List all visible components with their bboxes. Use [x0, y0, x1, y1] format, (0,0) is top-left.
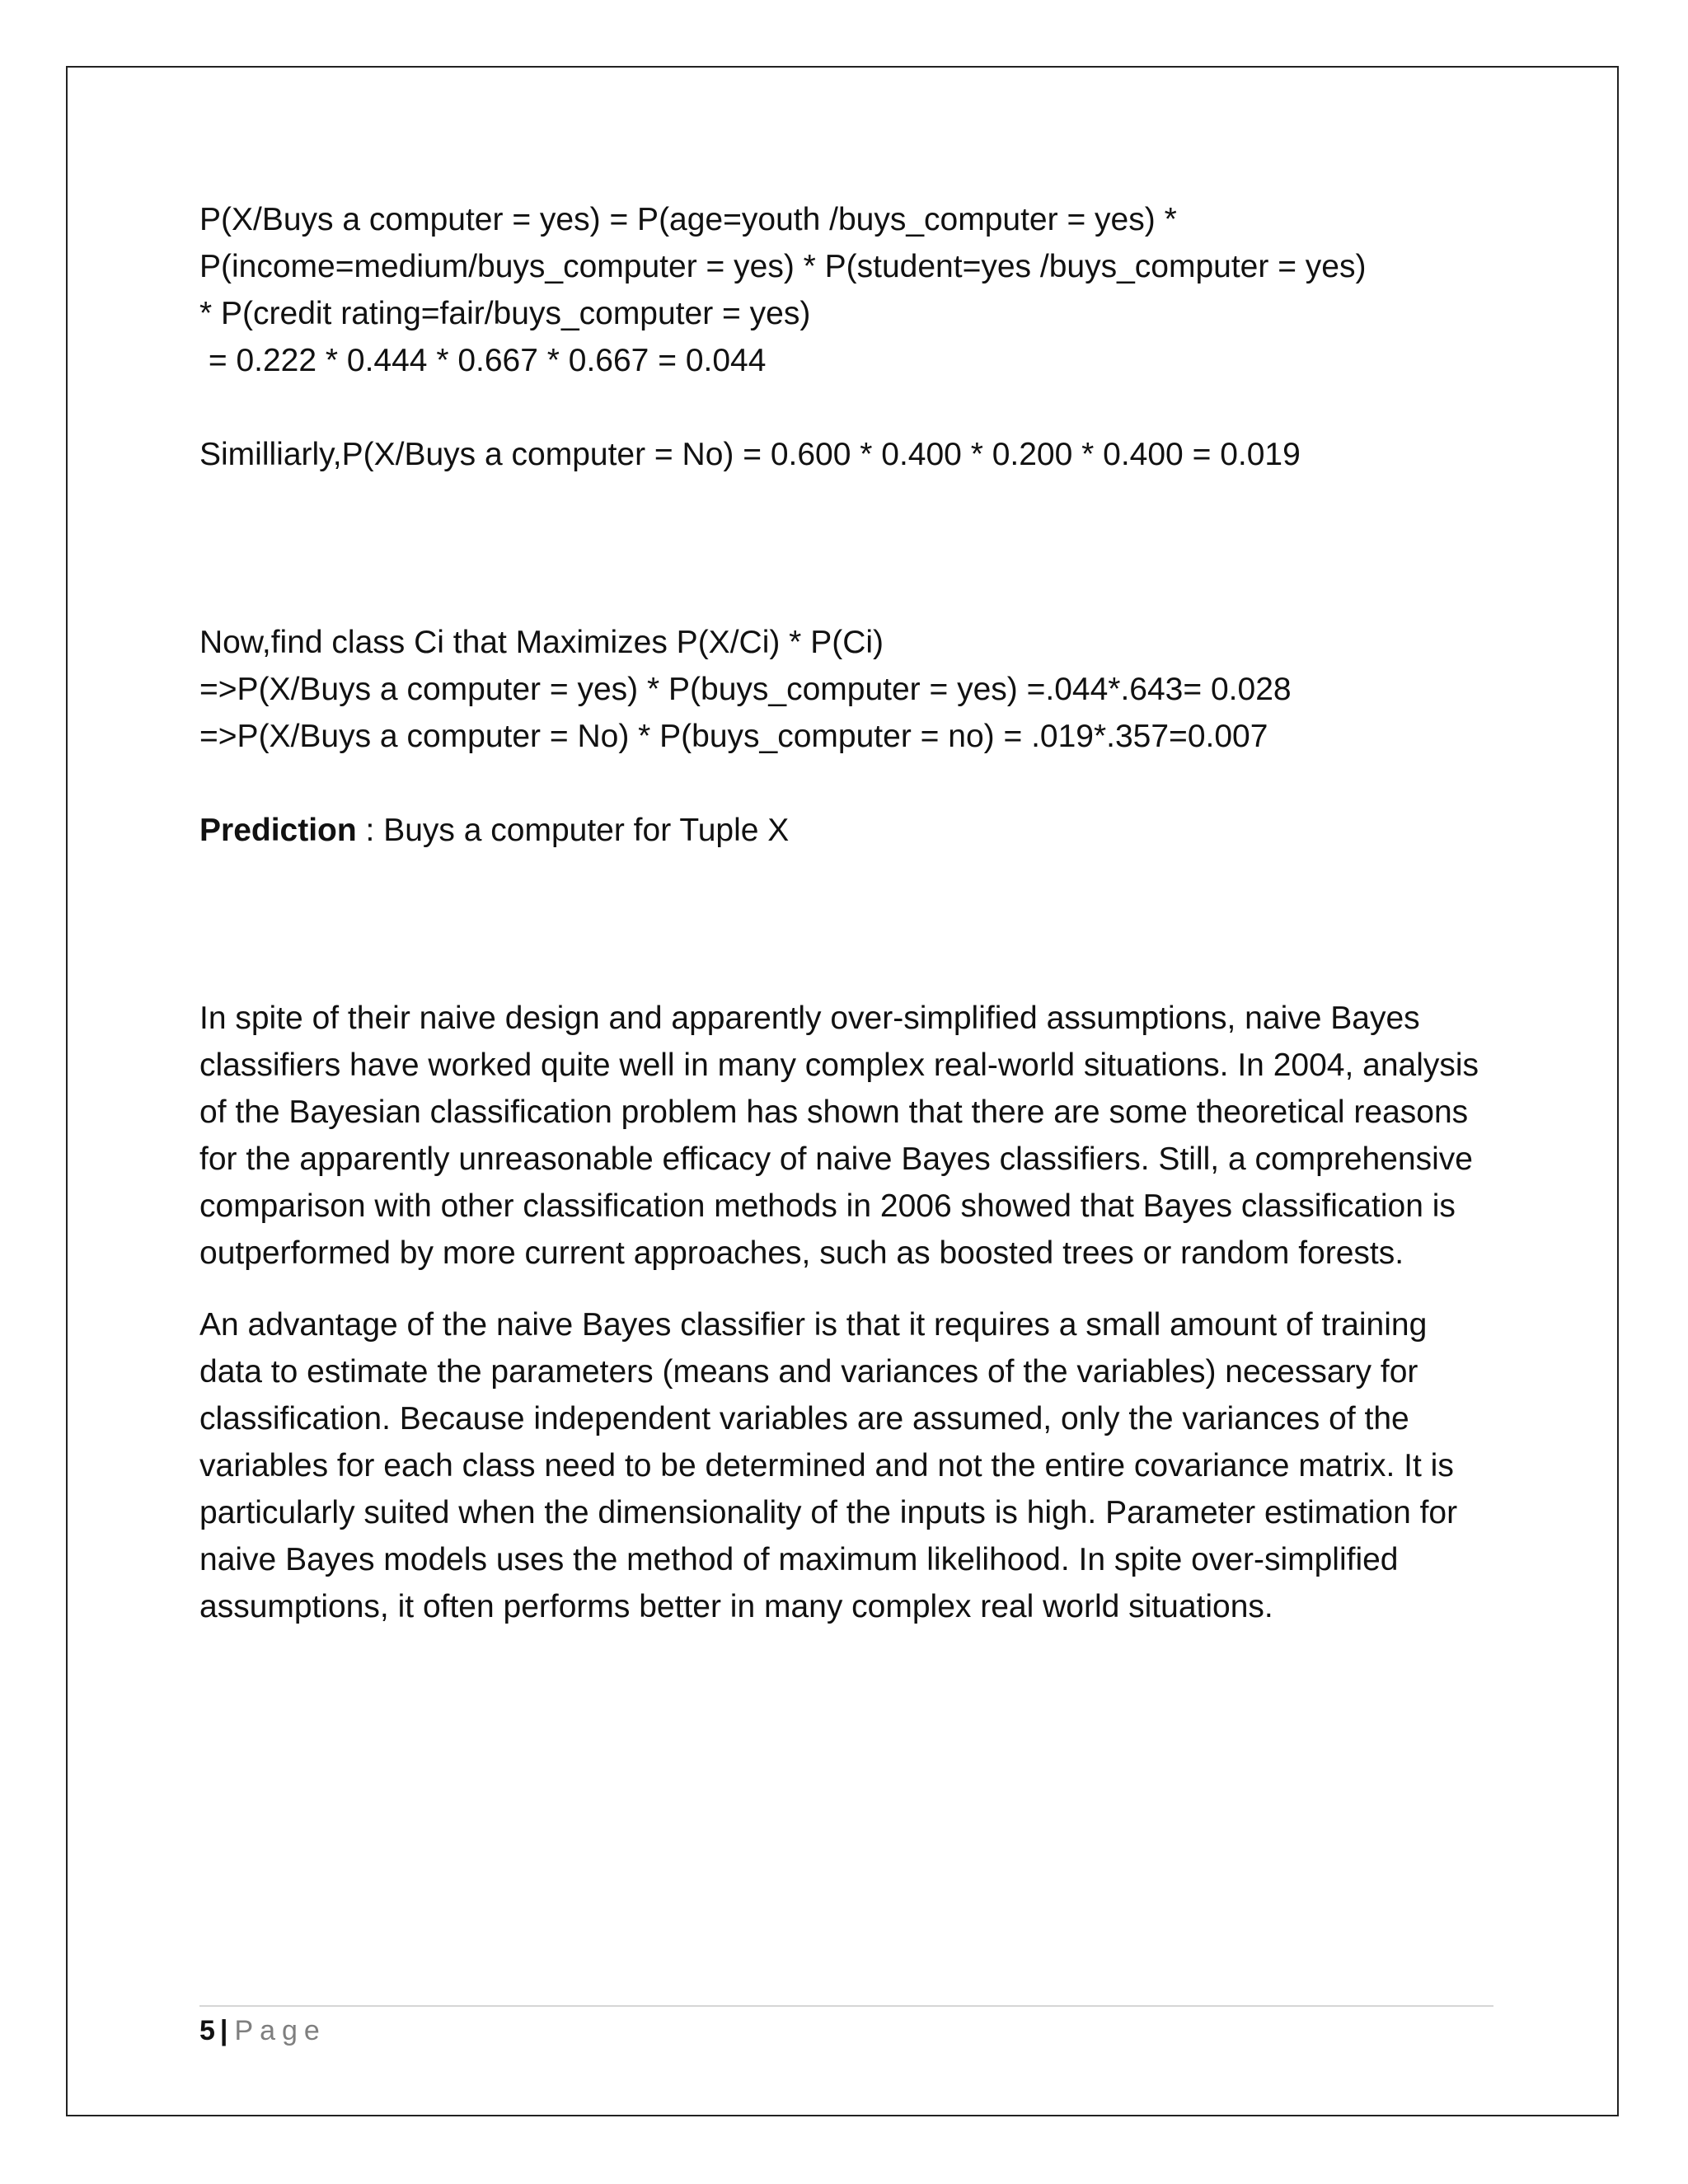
formula-line-4: = 0.222 * 0.444 * 0.667 * 0.667 = 0.044 — [199, 343, 767, 378]
similarly-line: Similliarly,P(X/Buys a computer = No) = 0.600 * 0.400 * 0.200 * 0.400 = 0.019 — [199, 437, 1301, 472]
formula-line-1: P(X/Buys a computer = yes) = P(age=youth /buys_computer = yes) * — [199, 202, 1177, 237]
paragraph-naive-bayes-advantage: An advantage of the naive Bayes classifier is that it requires a small amount of training data to estimate the parameters (means and variances of the variables) necessary for classification. Because independent variables are assumed, only the variances of the variables for each class need to be determined and not the entire covariance matrix. It is particularly suited when the dimensionality of the inputs is high. Parameter estimation for naive Bayes models uses the method of maximum likelihood. In spite over-simplified assumptions, it often performs better in many complex real world situations. — [199, 1307, 1458, 1624]
maximize-line-1: Now,find class Ci that Maximizes P(X/Ci) * P(Ci) — [199, 625, 884, 660]
page-number: 5 — [199, 2015, 215, 2046]
formula-line-2: P(income=medium/buys_computer = yes) * P(student=yes /buys_computer = yes) — [199, 249, 1367, 284]
page-content — [199, 196, 1493, 1630]
formula-line-3: * P(credit rating=fair/buys_computer = yes) — [199, 296, 811, 331]
prediction-line — [199, 807, 1493, 854]
maximize-line-3: =>P(X/Buys a computer = No) * P(buys_computer = no) = .019*.357=0.007 — [199, 719, 1268, 754]
maximize-line-2: =>P(X/Buys a computer = yes) * P(buys_computer = yes) =.044*.643= 0.028 — [199, 672, 1292, 707]
page-footer — [199, 2013, 326, 2049]
footer-separator: | — [219, 2015, 228, 2046]
page-word: Page — [234, 2015, 326, 2046]
footer-divider — [199, 2005, 1493, 2007]
prediction-label: Prediction — [199, 813, 357, 848]
prediction-text: : Buys a computer for Tuple X — [356, 813, 790, 848]
paragraph-naive-bayes-performance: In spite of their naive design and apparently over-simplified assumptions, naive Bayes classifiers have worked quite well in many complex real-world situations. In 2004, analysis of the Bayesian classification problem has shown that there are some theoretical reasons for the apparently unreasonable efficacy of naive Bayes classifiers. Still, a comprehensive comparison with other classification methods in 2006 showed that Bayes classification is outperformed by more current approaches, such as boosted trees or random forests. — [199, 1001, 1479, 1271]
